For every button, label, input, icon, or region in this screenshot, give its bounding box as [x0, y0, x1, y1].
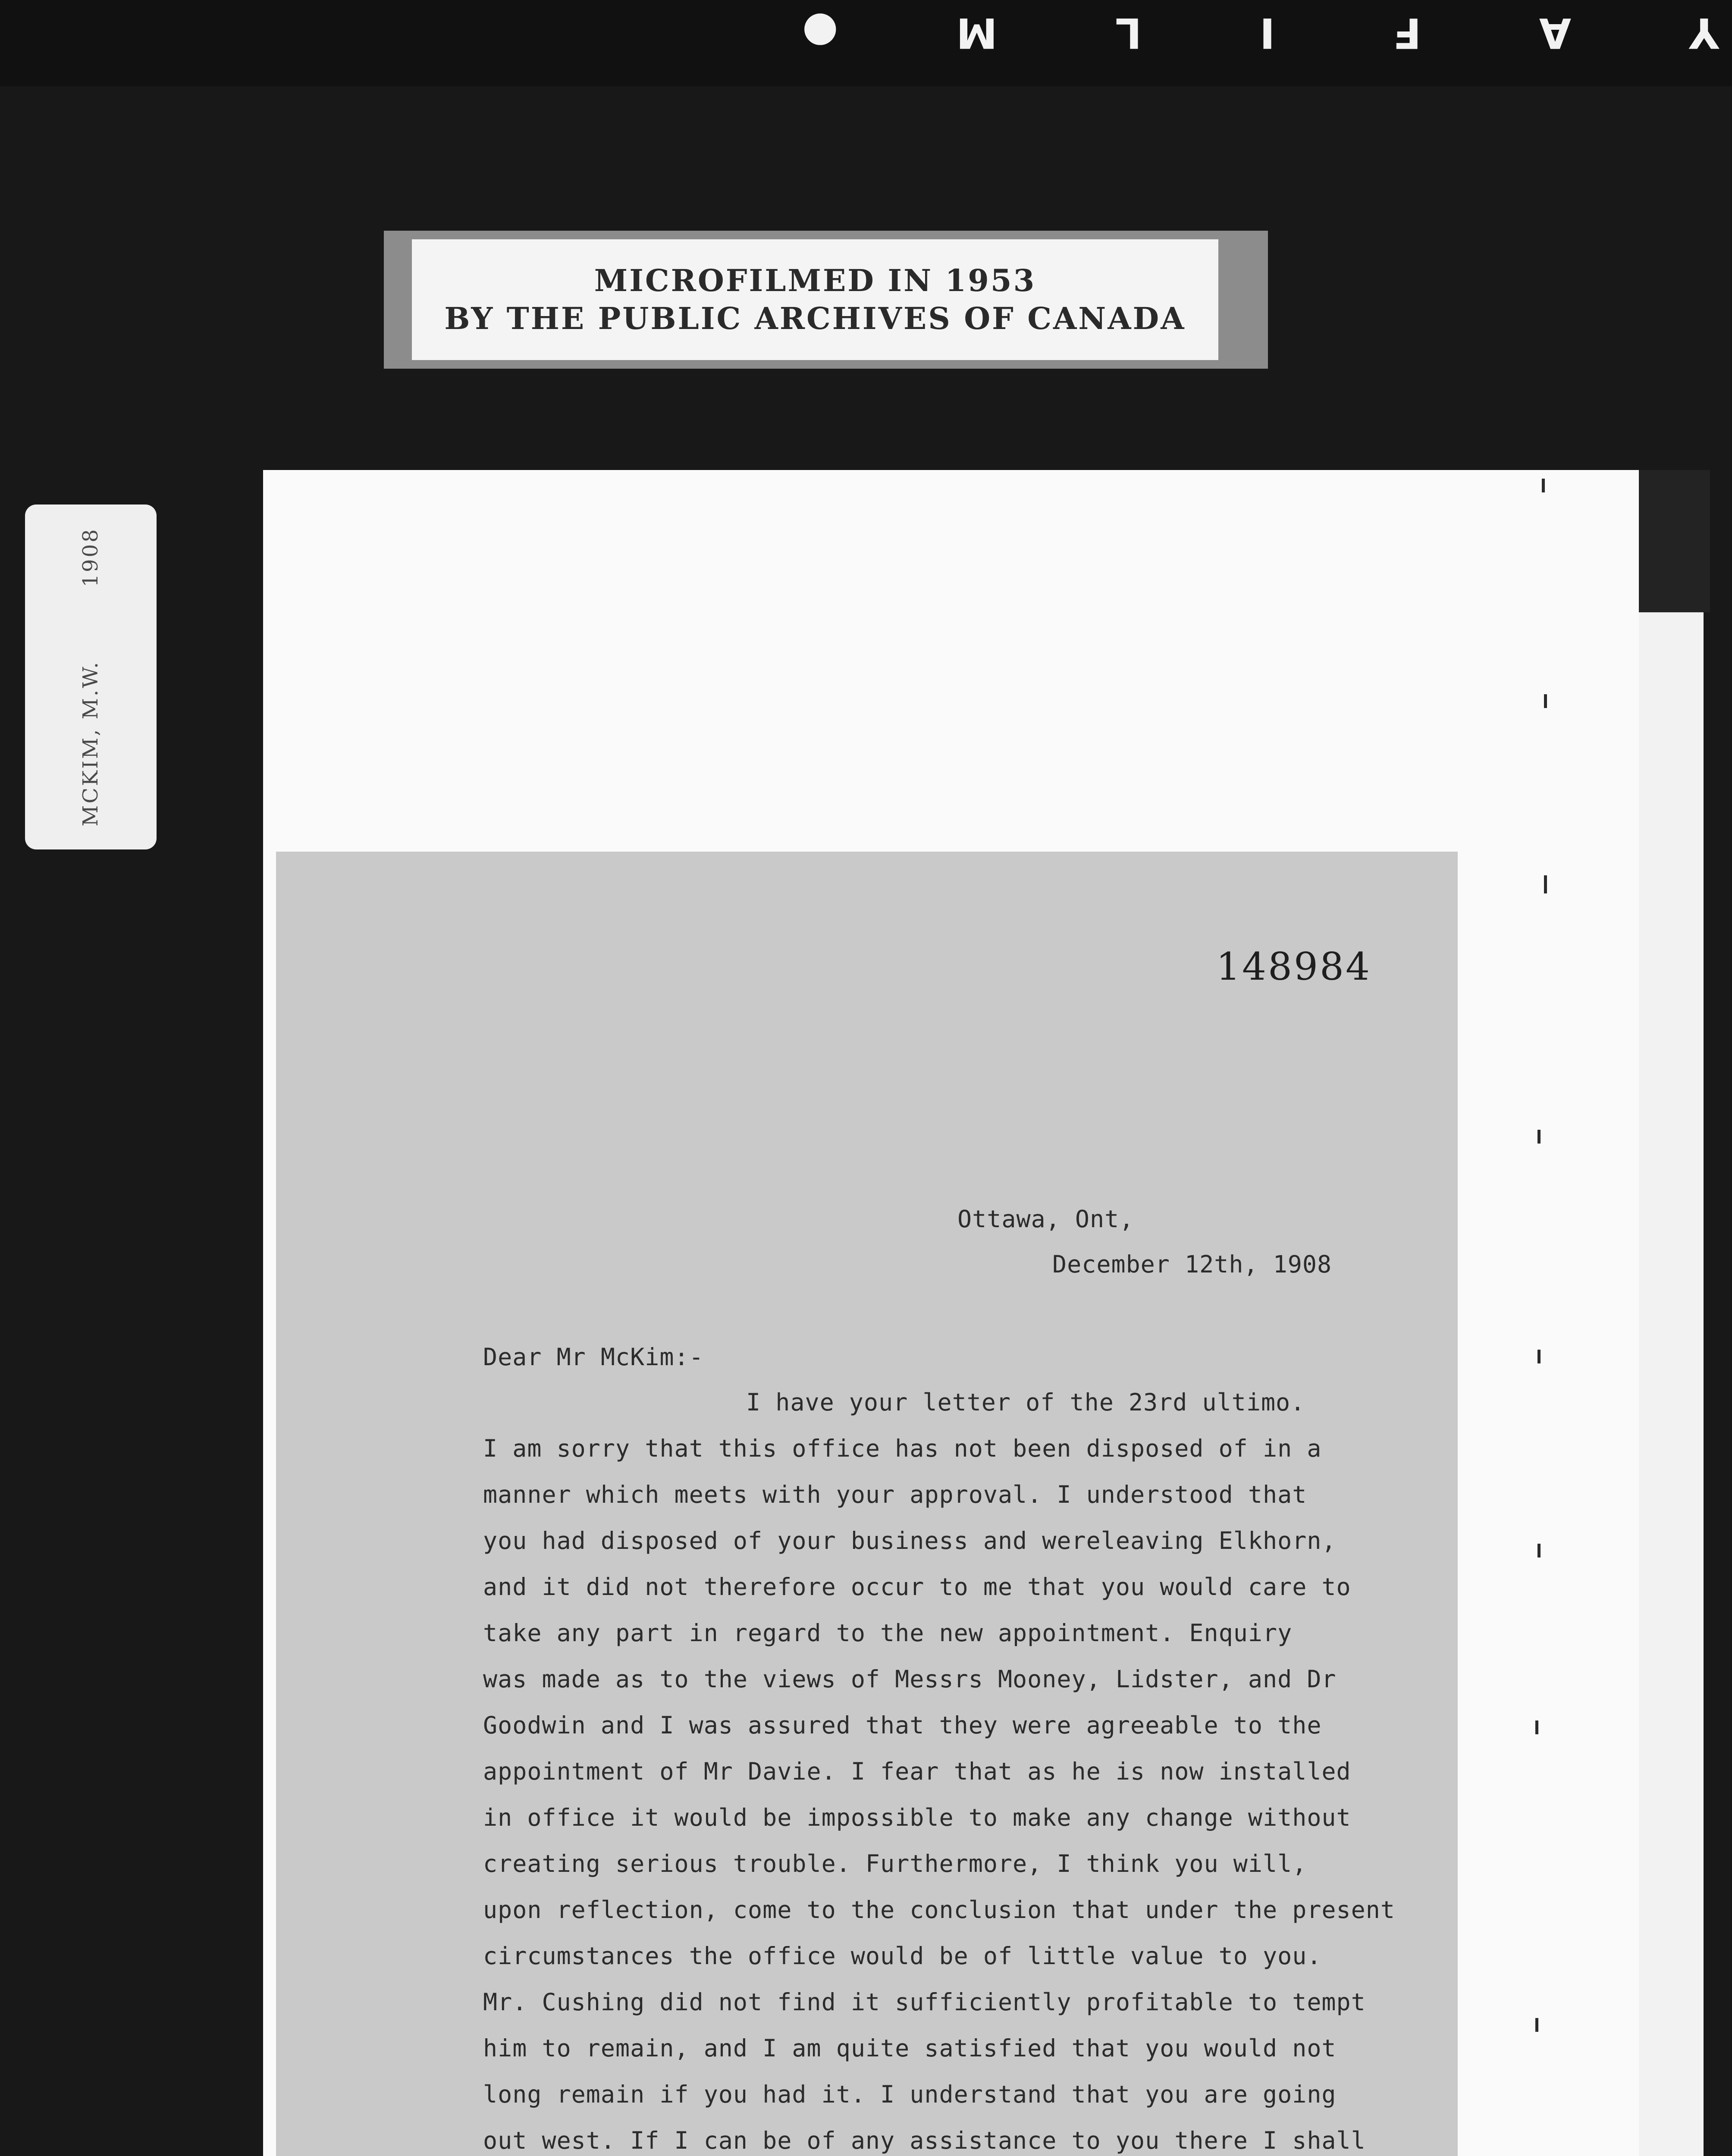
letter-body-line: in office it would be impossible to make any change without	[483, 1804, 1351, 1831]
side-tab-year: 1908	[78, 527, 103, 587]
side-tab-name: MCKIM, M.W.	[78, 660, 103, 827]
microfilm-label	[384, 231, 1268, 369]
microfilm-label-card	[412, 239, 1218, 360]
letter-body-line: out west. If I can be of any assistance to you there I shall	[483, 2127, 1366, 2154]
margin-tick	[1544, 694, 1547, 708]
letter-body-line: Goodwin and I was assured that they were agreeable to the	[483, 1711, 1322, 1739]
letter-body-line: manner which meets with your approval. I understood that	[483, 1481, 1307, 1508]
margin-tick	[1544, 875, 1547, 893]
letter-date: December 12th, 1908	[1052, 1250, 1332, 1278]
letter-body-line: appointment of Mr Davie. I fear that as he is now installed	[483, 1758, 1351, 1785]
letter-body-line: was made as to the views of Messrs Mooney, Lidster, and Dr	[483, 1665, 1337, 1693]
film-strip	[0, 0, 1732, 86]
sheet-right-strip	[1639, 612, 1704, 2156]
letter-place: Ottawa, Ont,	[957, 1205, 1134, 1233]
margin-tick	[1535, 2018, 1538, 2032]
letter-body-line: creating serious trouble. Furthermore, I think you will,	[483, 1850, 1307, 1877]
margin-tick	[1537, 1130, 1541, 1144]
microfilm-label-line2: BY THE PUBLIC ARCHIVES OF CANADA	[444, 301, 1186, 336]
letter-body-line: and it did not therefore occur to me that you would care to	[483, 1573, 1351, 1601]
letter-body-line: I have your letter of the 23rd ultimo.	[746, 1388, 1305, 1416]
letter-salutation: Dear Mr McKim:-	[483, 1343, 704, 1371]
margin-tick	[1542, 479, 1545, 492]
film-strip-text: Y A F I L M ●	[750, 9, 1719, 57]
letter-body-line: take any part in regard to the new appointment. Enquiry	[483, 1619, 1293, 1647]
letter-body-line: upon reflection, come to the conclusion that under the present	[483, 1896, 1395, 1924]
letter-body-line: you had disposed of your business and wereleaving Elkhorn,	[483, 1527, 1337, 1554]
letter-body-line: him to remain, and I am quite satisfied that you would not	[483, 2034, 1337, 2062]
microfilm-label-line1: MICROFILMED IN 1953	[594, 263, 1036, 298]
document-number: 148984	[1216, 944, 1371, 989]
sheet-edge-shadow	[1639, 470, 1710, 612]
letter-body-line: Mr. Cushing did not find it sufficiently profitable to tempt	[483, 1988, 1366, 2016]
file-side-tab	[25, 505, 157, 849]
letter-body-line: circumstances the office would be of little value to you.	[483, 1942, 1322, 1970]
margin-tick	[1535, 1720, 1538, 1734]
margin-tick	[1537, 1544, 1541, 1557]
letter-body-line: long remain if you had it. I understand that you are going	[483, 2081, 1337, 2108]
margin-tick	[1537, 1350, 1541, 1363]
letter-page	[276, 852, 1458, 2156]
side-tab-text	[78, 527, 103, 826]
letter-body-line: I am sorry that this office has not been disposed of in a	[483, 1435, 1322, 1462]
